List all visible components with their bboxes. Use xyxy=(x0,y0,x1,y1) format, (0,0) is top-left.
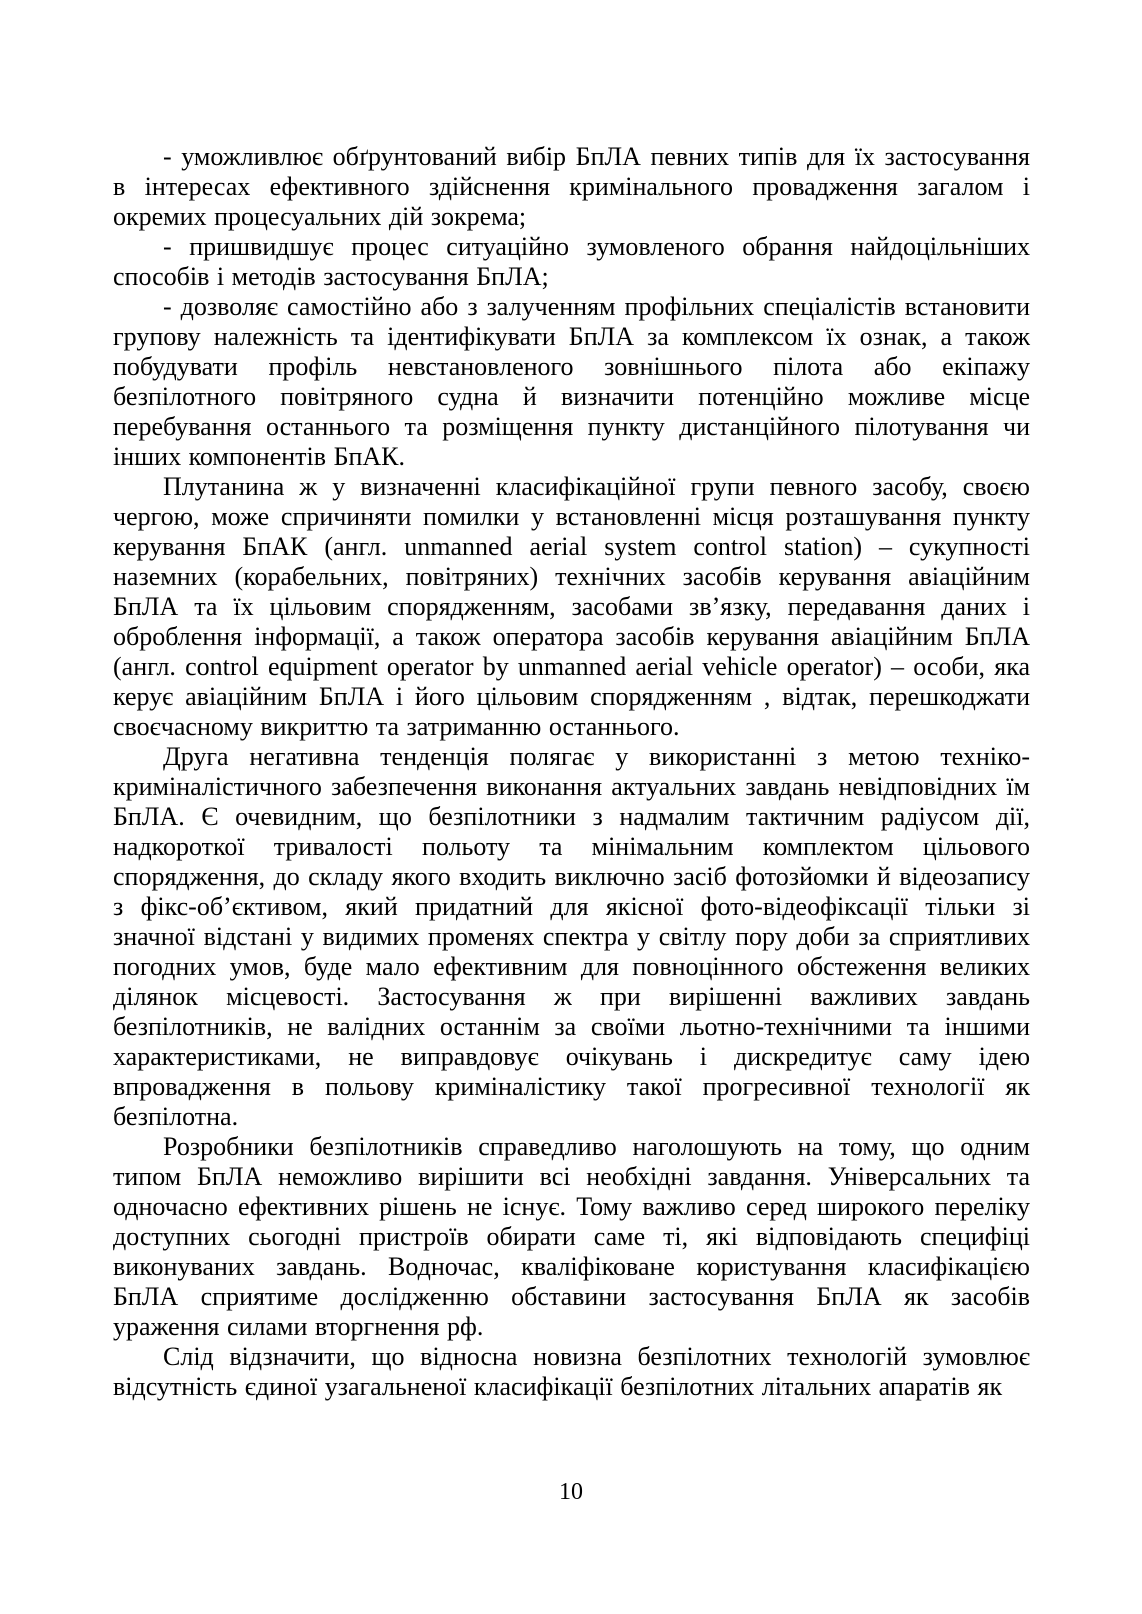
paragraph: Слід відзначити, що відносна новизна безпілотних технологій зумовлює відсутність єдиної узагальненої класифікації безпілотних літальних апаратів як xyxy=(113,1342,1030,1401)
page-body-text xyxy=(113,142,1030,1402)
page-number: 10 xyxy=(559,1479,583,1505)
paragraph: - уможливлює обґрунтований вибір БпЛА певних типів для їх застосування в інтересах ефективного здійснення кримінального провадження загалом і окремих процесуальних дій зокрема; xyxy=(113,142,1030,231)
paragraph: Плутанина ж у визначенні класифікаційної групи певного засобу, своєю чергою, може спричиняти помилки у встановленні місця розташування пункту керування БпАК (англ. unmanned aerial system control station) – сукупності наземних (корабельних, повітряних) технічних засобів керування авіаційним БпЛА та їх цільовим спорядженням, засобами зв’язку, передавання даних і оброблення інформації, а також оператора засобів керування авіаційним БпЛА (англ. control equipment operator by unmanned aerial vehicle operator) – особи, яка керує авіаційним БпЛА і його цільовим спорядженням , відтак, перешкоджати своєчасному викриттю та затриманню останнього. xyxy=(113,472,1030,741)
paragraph: - дозволяє самостійно або з залученням профільних спеціалістів встановити групову належність та ідентифікувати БпЛА за комплексом їх ознак, а також побудувати профіль невстановленого зовнішнього пілота або екіпажу безпілотного повітряного судна й визначити потенційно можливе місце перебування останнього та розміщення пункту дистанційного пілотування чи інших компонентів БпАК. xyxy=(113,292,1030,471)
paragraph: Розробники безпілотників справедливо наголошують на тому, що одним типом БпЛА неможливо вирішити всі необхідні завдання. Універсальних та одночасно ефективних рішень не існує. Тому важливо серед широкого переліку доступних сьогодні пристроїв обирати саме ті, які відповідають специфіці виконуваних завдань. Водночас, кваліфіковане користування класифікацією БпЛА сприятиме дослідженню обставини застосування БпЛА як засобів ураження силами вторгнення рф. xyxy=(113,1132,1030,1341)
paragraph: Друга негативна тенденція полягає у використанні з метою техніко-криміналістичного забезпечення виконання актуальних завдань невідповідних їм БпЛА. Є очевидним, що безпілотники з надмалим тактичним радіусом дії, надкороткої тривалості польоту та мінімальним комплектом цільового спорядження, до складу якого входить виключно засіб фотозйомки й відеозапису з фікс-об’єктивом, який придатний для якісної фото-відеофіксації тільки зі значної відстані у видимих променях спектра у світлу пору доби за сприятливих погодних умов, буде мало ефективним для повноцінного обстеження великих ділянок місцевості. Застосування ж при вирішенні важливих завдань безпілотників, не валідних останнім за своїми льотно-технічними та іншими характеристиками, не виправдовує очікувань і дискредитує саму ідею впровадження в польову криміналістику такої прогресивної технології як безпілотна. xyxy=(113,742,1030,1131)
paragraph: - пришвидшує процес ситуаційно зумовленого обрання найдоцільніших способів і методів застосування БпЛА; xyxy=(113,232,1030,291)
